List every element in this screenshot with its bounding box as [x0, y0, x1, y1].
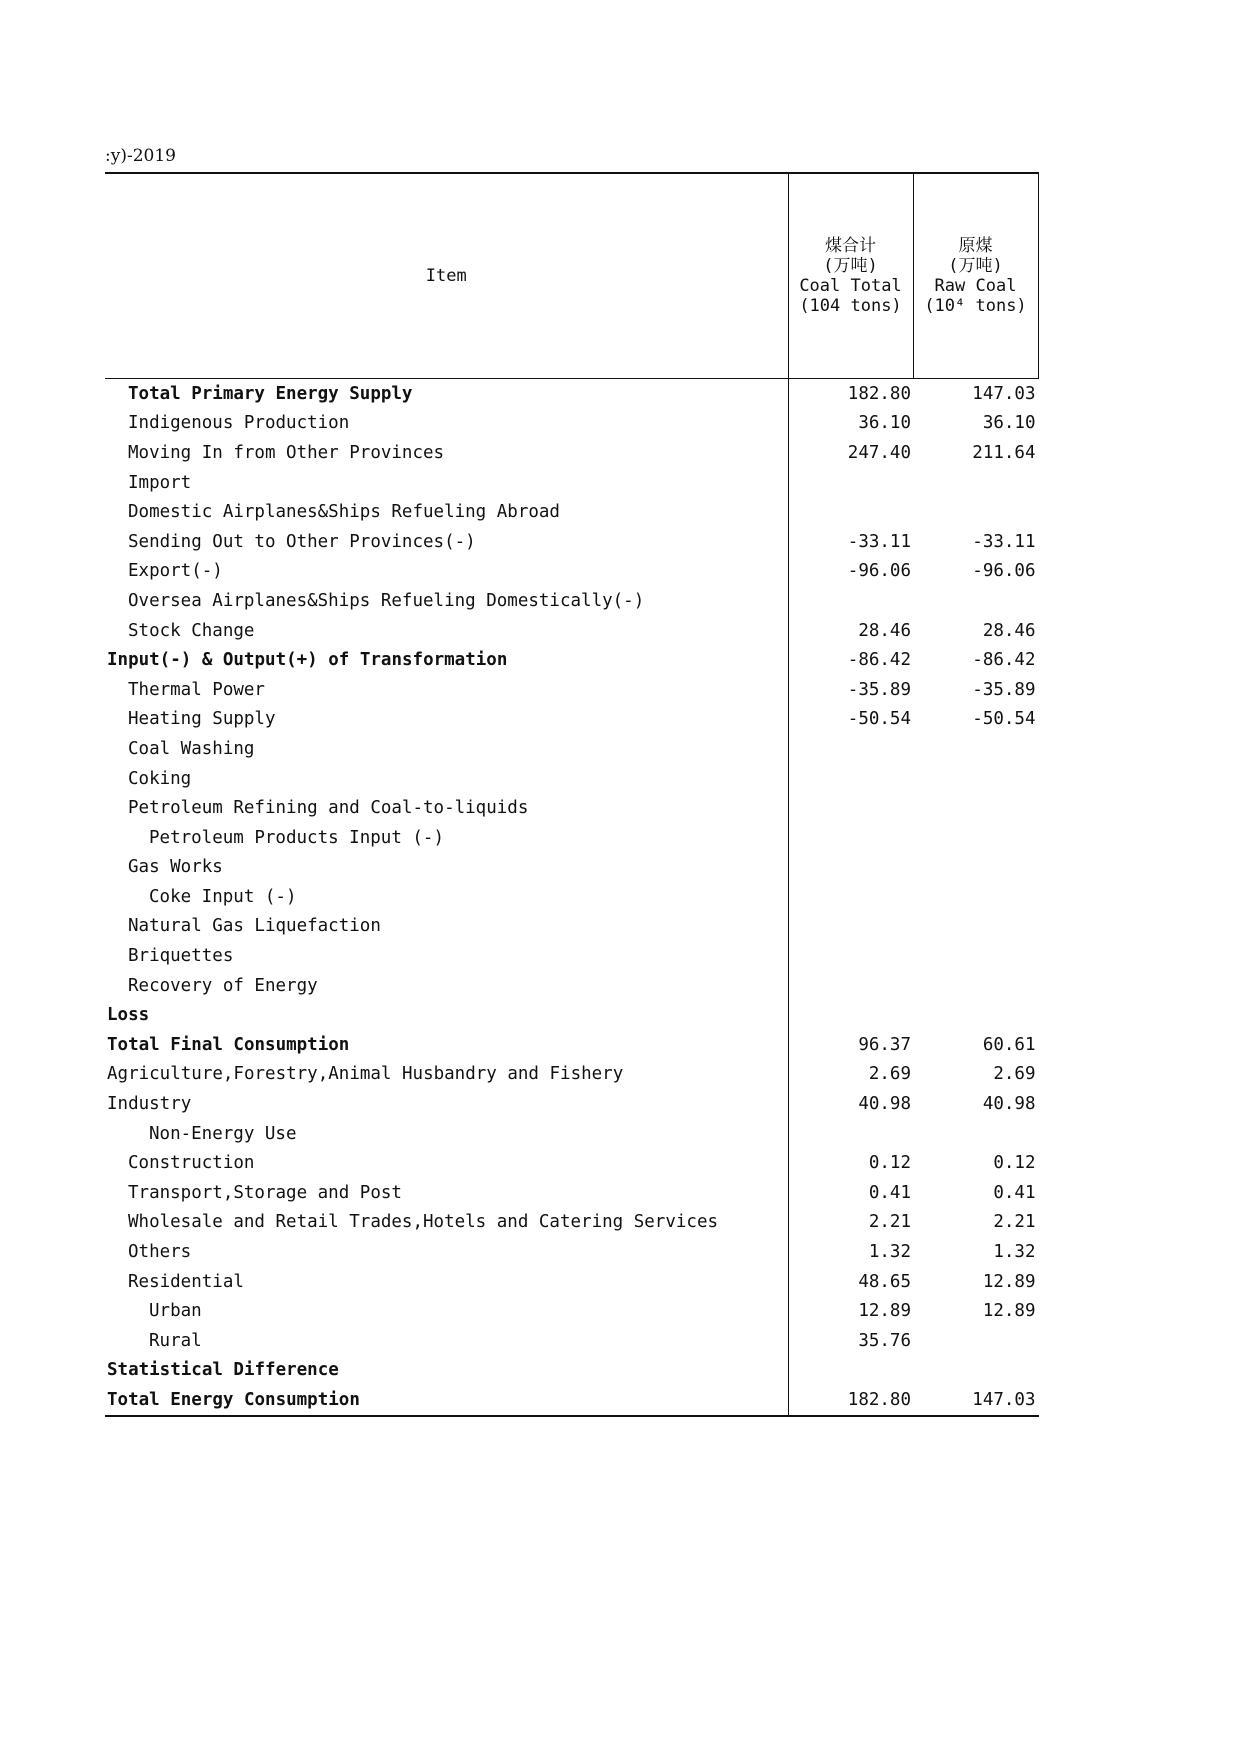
table-row [105, 734, 1038, 764]
row-label: Recovery of Energy [128, 975, 318, 996]
row-label: Gas Works [128, 857, 223, 878]
raw-coal-cell: 1.32 [993, 1242, 1036, 1263]
raw-coal-cell: 12.89 [982, 1301, 1036, 1322]
coal-total-cell [788, 971, 913, 1001]
coal-total-cell: 96.37 [788, 1030, 913, 1060]
coal-total-cell: -50.54 [788, 705, 913, 735]
row-label: Industry [107, 1094, 192, 1115]
row-label: Coking [128, 768, 192, 789]
table-row [105, 468, 1038, 498]
coal-total-cell: 182.80 [788, 379, 913, 409]
table-row [105, 1119, 1038, 1149]
table-row [105, 853, 1038, 883]
row-label: Others [128, 1242, 192, 1263]
raw-coal-cell: 211.64 [972, 442, 1036, 463]
header-coal-total-en-unit: (104 tons) [799, 296, 902, 316]
table-row [105, 379, 1038, 409]
raw-coal-cell [913, 468, 1038, 498]
raw-coal-cell: -86.42 [972, 650, 1036, 671]
raw-coal-cell [913, 1000, 1038, 1030]
coal-total-cell: 2.69 [788, 1060, 913, 1090]
row-label: Loss [107, 1005, 150, 1026]
raw-coal-cell: 0.41 [993, 1182, 1036, 1203]
header-raw-coal-cn: 原煤 [958, 236, 993, 256]
row-label: Natural Gas Liquefaction [128, 916, 381, 937]
table-row [105, 616, 1038, 646]
raw-coal-cell: 28.46 [982, 620, 1036, 641]
raw-coal-cell: 2.69 [993, 1064, 1036, 1085]
row-label: Wholesale and Retail Trades,Hotels and Catering Services [128, 1212, 719, 1233]
table-row [105, 645, 1038, 675]
table-title: :y)-2019 [105, 146, 176, 166]
table-row [105, 675, 1038, 705]
coal-total-cell [788, 734, 913, 764]
raw-coal-cell [913, 734, 1038, 764]
raw-coal-cell [913, 497, 1038, 527]
coal-total-cell: 35.76 [788, 1326, 913, 1356]
row-label: Residential [128, 1271, 244, 1292]
row-label: Heating Supply [128, 709, 276, 730]
table-row [105, 557, 1038, 587]
raw-coal-cell [913, 971, 1038, 1001]
row-label: Oversea Airplanes&Ships Refueling Domestically(-) [128, 590, 645, 611]
row-label: Coke Input (-) [149, 886, 297, 907]
header-coal-total-cn-unit: (万吨) [823, 256, 878, 276]
row-label: Petroleum Products Input (-) [149, 827, 445, 848]
raw-coal-cell: 2.21 [993, 1212, 1036, 1233]
table-row [105, 1208, 1038, 1238]
header-raw-coal-en: Raw Coal [934, 276, 1017, 296]
table-row [105, 941, 1038, 971]
raw-coal-cell [913, 853, 1038, 883]
raw-coal-cell [913, 941, 1038, 971]
row-label: Total Primary Energy Supply [128, 383, 413, 404]
table-row [105, 1178, 1038, 1208]
row-label: Construction [128, 1153, 255, 1174]
row-label: Agriculture,Forestry,Animal Husbandry and Fishery [107, 1064, 624, 1085]
table-row [105, 497, 1038, 527]
row-label: Domestic Airplanes&Ships Refueling Abroad [128, 502, 560, 523]
row-label: Stock Change [128, 620, 255, 641]
row-label: Total Final Consumption [107, 1034, 350, 1055]
raw-coal-cell [913, 793, 1038, 823]
table-row [105, 764, 1038, 794]
row-label: Petroleum Refining and Coal-to-liquids [128, 798, 529, 819]
coal-total-cell [788, 497, 913, 527]
row-label: Input(-) & Output(+) of Transformation [107, 650, 508, 671]
header-item: Item [105, 173, 788, 379]
raw-coal-cell: -50.54 [972, 709, 1036, 730]
coal-total-cell: 0.12 [788, 1148, 913, 1178]
raw-coal-cell [913, 912, 1038, 942]
header-raw-coal-cn-unit: (万吨) [948, 256, 1003, 276]
raw-coal-cell: 12.89 [982, 1271, 1036, 1292]
row-label: Non-Energy Use [149, 1123, 297, 1144]
row-label: Briquettes [128, 946, 234, 967]
coal-total-cell: 48.65 [788, 1267, 913, 1297]
row-label: Statistical Difference [107, 1360, 339, 1381]
raw-coal-cell: -96.06 [972, 561, 1036, 582]
row-label: Rural [149, 1330, 202, 1351]
coal-total-cell: -86.42 [788, 645, 913, 675]
coal-total-cell [788, 912, 913, 942]
coal-total-cell: 40.98 [788, 1089, 913, 1119]
coal-total-cell [788, 823, 913, 853]
row-label: Urban [149, 1301, 202, 1322]
row-label: Indigenous Production [128, 413, 350, 434]
coal-total-cell: -96.06 [788, 557, 913, 587]
table-row [105, 823, 1038, 853]
raw-coal-cell [913, 882, 1038, 912]
raw-coal-cell [913, 1119, 1038, 1149]
raw-coal-cell [913, 586, 1038, 616]
coal-total-cell [788, 941, 913, 971]
raw-coal-cell: -33.11 [972, 531, 1036, 552]
table-row [105, 438, 1038, 468]
raw-coal-cell: 60.61 [982, 1034, 1036, 1055]
table-row [105, 1296, 1038, 1326]
raw-coal-cell [913, 1356, 1038, 1386]
table-header [105, 173, 1038, 379]
row-label: Coal Washing [128, 738, 255, 759]
coal-total-cell [788, 468, 913, 498]
table-row [105, 1000, 1038, 1030]
coal-total-cell: 247.40 [788, 438, 913, 468]
table-row [105, 971, 1038, 1001]
coal-total-cell [788, 1356, 913, 1386]
raw-coal-cell: 36.10 [982, 413, 1036, 434]
coal-total-cell: -35.89 [788, 675, 913, 705]
raw-coal-cell [913, 823, 1038, 853]
row-label: Import [128, 472, 192, 493]
header-coal-total-cn: 煤合计 [825, 236, 876, 256]
raw-coal-cell: 40.98 [982, 1094, 1036, 1115]
row-label: Total Energy Consumption [105, 1385, 788, 1416]
coal-total-cell [788, 853, 913, 883]
row-label: Thermal Power [128, 679, 265, 700]
coal-total-cell: 12.89 [788, 1296, 913, 1326]
table-row [105, 1356, 1038, 1386]
table-body [105, 379, 1038, 1416]
table-row [105, 1030, 1038, 1060]
table-row [105, 1237, 1038, 1267]
coal-total-cell [788, 586, 913, 616]
table-row [105, 1148, 1038, 1178]
raw-coal-cell: 0.12 [993, 1153, 1036, 1174]
coal-total-cell [788, 793, 913, 823]
raw-coal-cell: -35.89 [972, 679, 1036, 700]
raw-coal-cell: 147.03 [913, 1385, 1038, 1416]
coal-total-cell: 182.80 [788, 1385, 913, 1416]
row-label: Transport,Storage and Post [128, 1182, 402, 1203]
table-row [105, 1060, 1038, 1090]
raw-coal-cell [913, 764, 1038, 794]
raw-coal-cell: 147.03 [972, 383, 1036, 404]
coal-total-cell [788, 1119, 913, 1149]
table-row [105, 793, 1038, 823]
row-label: Moving In from Other Provinces [128, 442, 445, 463]
raw-coal-cell [913, 1326, 1038, 1356]
header-raw-coal [913, 173, 1038, 379]
energy-balance-table [105, 172, 1039, 1417]
table-row [105, 1326, 1038, 1356]
table-row [105, 1267, 1038, 1297]
header-raw-coal-en-unit: (10⁴ tons) [924, 296, 1027, 316]
coal-total-cell [788, 1000, 913, 1030]
table-row [105, 882, 1038, 912]
table-row [105, 912, 1038, 942]
coal-total-cell: 1.32 [788, 1237, 913, 1267]
header-coal-total [788, 173, 913, 379]
coal-total-cell [788, 764, 913, 794]
table-row [105, 409, 1038, 439]
table-row [105, 586, 1038, 616]
header-coal-total-en: Coal Total [799, 276, 902, 296]
row-label: Export(-) [128, 561, 223, 582]
coal-total-cell: 0.41 [788, 1178, 913, 1208]
coal-total-cell: 28.46 [788, 616, 913, 646]
coal-total-cell: 36.10 [788, 409, 913, 439]
row-label: Sending Out to Other Provinces(-) [128, 531, 476, 552]
coal-total-cell: 2.21 [788, 1208, 913, 1238]
coal-total-cell: -33.11 [788, 527, 913, 557]
table-row [105, 1385, 1038, 1416]
coal-total-cell [788, 882, 913, 912]
table-row [105, 1089, 1038, 1119]
table-row [105, 705, 1038, 735]
table-row [105, 527, 1038, 557]
